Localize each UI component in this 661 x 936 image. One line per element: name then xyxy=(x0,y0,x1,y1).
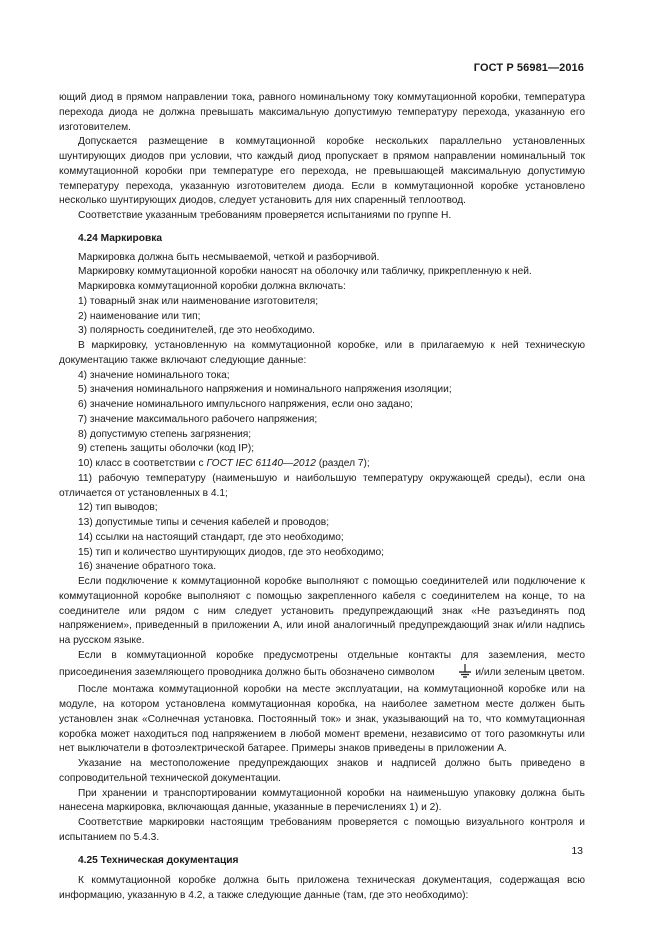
list-item-temperature: 11) рабочую температуру (наименьшую и наибольшую температуру окружающей среды), если она отличается от установленных в 4.1; xyxy=(59,472,585,499)
paragraph-visual-check: Соответствие маркировки настоящим требованиям проверяется с помощью визуального контроля и испытанием по 5.4.3. xyxy=(59,817,585,843)
list-item: 14) ссылки на настоящий стандарт, где это необходимо; xyxy=(78,531,344,543)
section-heading-4-25: 4.25 Техническая документация xyxy=(78,854,239,866)
list-item-text: (раздел 7); xyxy=(315,458,370,469)
paragraph-tech-docs: К коммутационной коробке должна быть приложена техническая документация, содержащая всю информацию, указанную в 4.2, а также следующие данные (там, где это необходимо): xyxy=(59,875,585,901)
list-item: 1) товарный знак или наименование изготовителя; xyxy=(78,295,319,307)
paragraph-text: Если в коммутационной коробке предусмотрены отдельные контакты для заземления, место присоединения заземляющего проводника должно быть обозначено символом xyxy=(59,649,585,678)
paragraph-marking-includes: Маркировка коммутационной коробки должна включать: xyxy=(78,281,346,292)
paragraph-text: и/или зеленым цветом. xyxy=(475,666,585,678)
list-item: 5) значения номинального напряжения и номинального напряжения изоляции; xyxy=(78,384,452,396)
list-item: 15) тип и количество шунтирующих диодов, где это необходимо; xyxy=(78,546,384,558)
standard-reference: ГОСТ IEC 61140—2012 xyxy=(206,458,316,469)
paragraph-marking-location: Маркировку коммутационной коробки наносят на оболочку или табличку, прикрепленную к ней. xyxy=(78,266,532,278)
list-item: 16) значение обратного тока. xyxy=(78,561,217,573)
list-item: 7) значение максимального рабочего напряжения; xyxy=(78,413,318,425)
page-content xyxy=(59,91,585,904)
ground-symbol-icon xyxy=(439,664,472,684)
page-number: 13 xyxy=(571,845,583,857)
paragraph-packaging-marking: При хранении и транспортировании коммутационной коробки на наименьшую упаковку должна быть нанесена маркировка, включающая данные, указанные в перечислениях 1) и 2). xyxy=(59,787,585,814)
list-item: 13) допустимые типы и сечения кабелей и проводов; xyxy=(78,517,330,528)
document-id-header: ГОСТ Р 56981—2016 xyxy=(473,62,584,74)
paragraph-solar-sign: После монтажа коммутационной коробки на месте эксплуатации, на коммутационной коробке или на модуле, на котором установлена коммутационная коробка, на наиболее заметном месте должен быть установлен знак «Солнечная установка. Постоянный ток» и знак, указывающий на то, что коммутационная коробка может находиться под напряжением в любой момент времени, независимо от того разомкнуты или нет выключатели в фотоэлектрической батарее. Примеры знаков приведены в приложении А. xyxy=(59,684,585,755)
list-item: 2) наименование или тип; xyxy=(78,310,201,322)
list-item-class xyxy=(59,457,585,472)
paragraph-parallel-diodes: Допускается размещение в коммутационной коробке нескольких параллельно установленных шунтирующих диодов при условии, что каждый диод пропускает в прямом направлении номинальный ток коммутационной коробки при температуре его перехода, не превышающей максимальную допустимую температуру перехода, указанную изготовителем диода. Если в коммутационной коробке установлено несколько шунтирующих диодов, следует установить для них спаренный теплоотвод. xyxy=(59,136,585,207)
paragraph-test-group-h: Соответствие указанным требованиям проверяется испытаниями по группе Н. xyxy=(78,210,452,221)
paragraph-connector-warning: Если подключение к коммутационной коробке выполняют с помощью соединителей или подключение к коммутационной коробке выполняют с помощью закрепленного кабеля с соединителем на конце, то на соединителе или рядом с ним следует установить предупреждающий знак «Не разъединять под напряжением», приведенный в приложении А, или иной аналогичный предупреждающий знак и/или надпись на русском языке. xyxy=(59,576,585,646)
list-item: 3) полярность соединителей, где это необходимо. xyxy=(78,325,316,337)
list-item: 6) значение номинального импульсного напряжения, если оно задано; xyxy=(78,399,413,410)
paragraph-tech-docs-data: В маркировку, установленную на коммутационной коробке, или в прилагаемую к ней техническую документацию также включают следующие данные: xyxy=(59,340,585,366)
section-heading-4-24: 4.24 Маркировка xyxy=(78,232,162,244)
paragraph-grounding xyxy=(59,649,585,684)
list-item: 9) степень защиты оболочки (код IP); xyxy=(78,443,255,455)
list-item: 12) тип выводов; xyxy=(78,502,158,514)
list-item: 8) допустимую степень загрязнения; xyxy=(78,428,252,440)
paragraph-marking-durable: Маркировка должна быть несмываемой, четкой и разборчивой. xyxy=(78,251,380,263)
list-item-text: 10) класс в соответствии с xyxy=(78,458,207,469)
list-item: 4) значение номинального тока; xyxy=(78,369,230,381)
paragraph-diode-continuation: ющий диод в прямом направлении тока, равного номинальному току коммутационной коробки, температура перехода диода не должна превышать максимальную допустимую температуру перехода, указанную его изготовителем. xyxy=(59,92,585,133)
paragraph-sign-location: Указание на местоположение предупреждающих знаков и надписей должно быть приведено в сопроводительной технической документации. xyxy=(59,758,585,784)
